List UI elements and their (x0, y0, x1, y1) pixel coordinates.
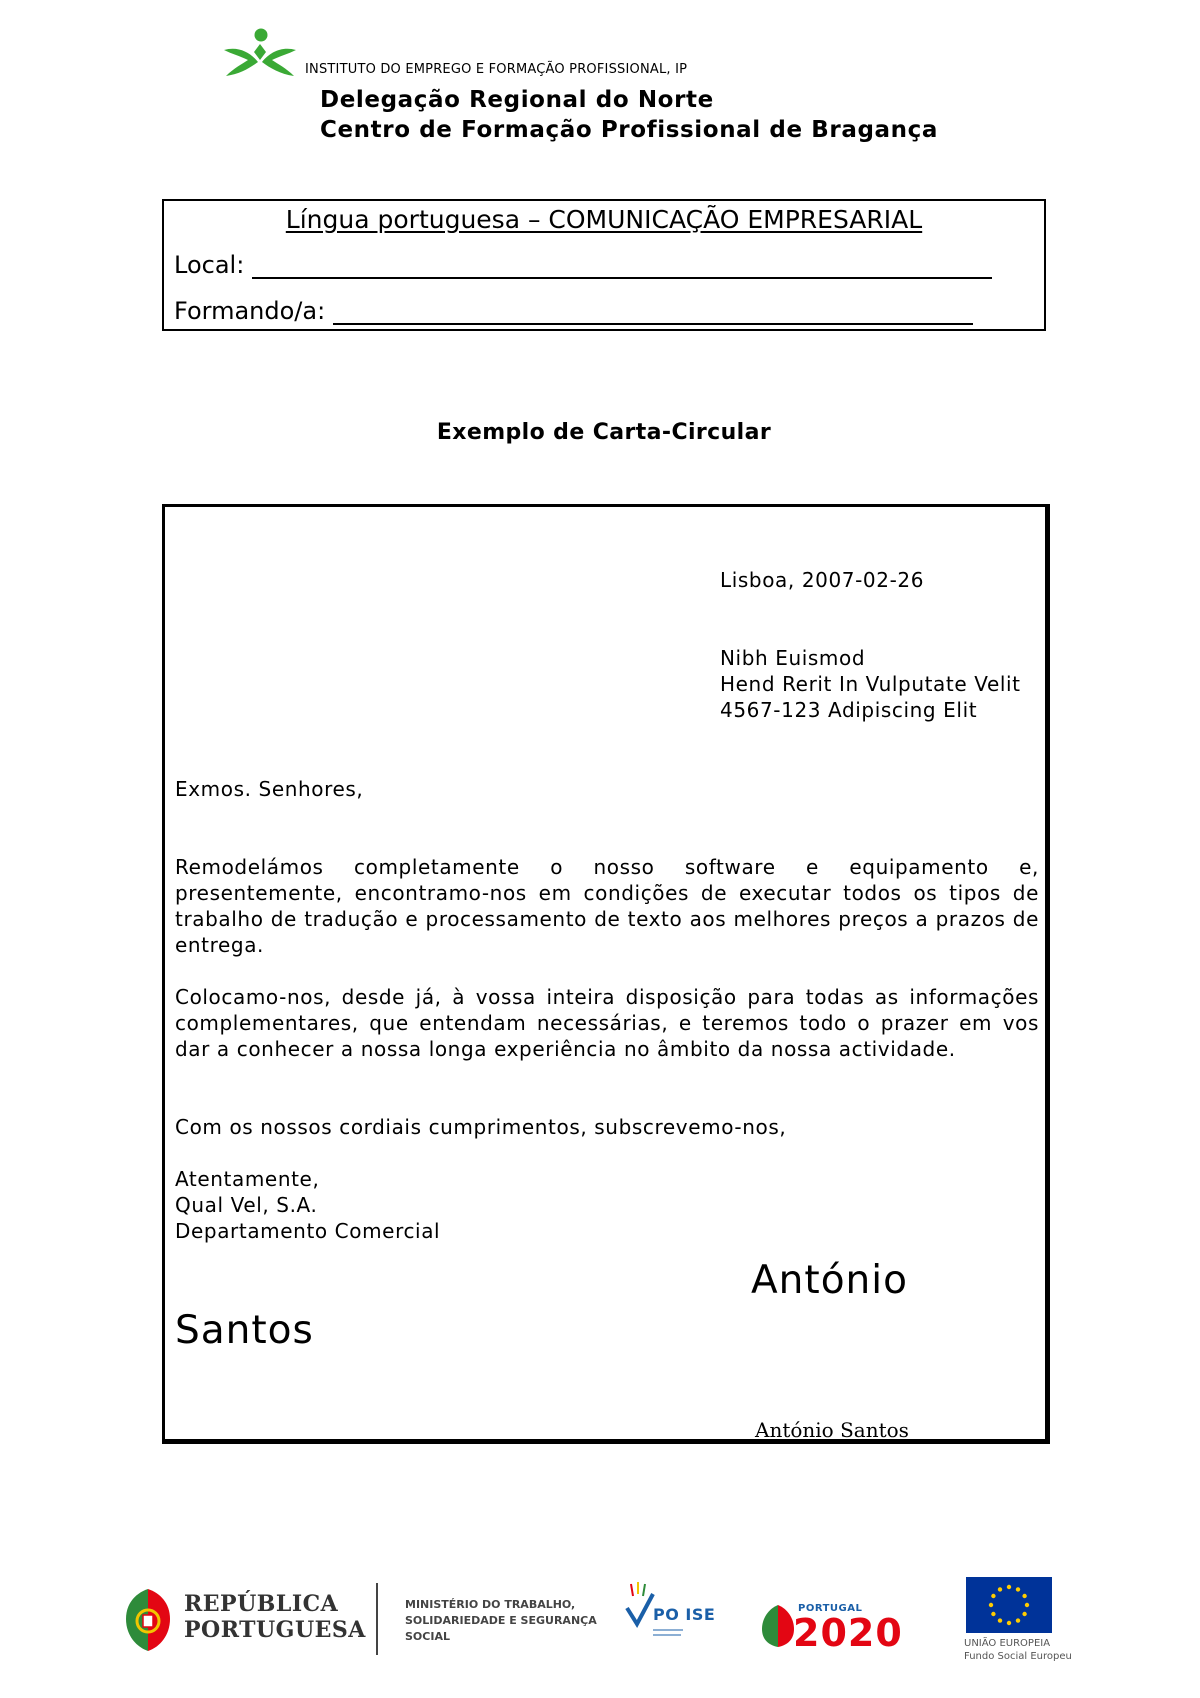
address-line: 4567-123 Adipiscing Elit (720, 698, 978, 722)
signoff-block (175, 1166, 440, 1244)
portugal-2020-mark-icon (758, 1603, 798, 1649)
salutation: Exmos. Senhores, (175, 777, 364, 801)
recipient-address (720, 645, 1021, 723)
eu-fund-label: UNIÃO EUROPEIA Fundo Social Europeu (964, 1638, 1072, 1662)
letter-paragraph: Colocamo-nos, desde já, à vossa inteira disposição para todas as informações complementares, que entendam necessárias, e teremos todo o prazer em vos dar a conhecer a nossa longa experiência no âmbito da nossa actividade. (175, 985, 1039, 1061)
eu-star (998, 1618, 1002, 1622)
local-field (174, 251, 992, 279)
signature-last-name: Santos (175, 1308, 314, 1353)
local-label: Local: (174, 251, 245, 279)
portugal-2020-label: PORTUGAL (798, 1603, 863, 1614)
letter-date: Lisboa, 2007-02-26 (720, 568, 925, 592)
eu-star (1007, 1621, 1011, 1625)
signature-first-name: António (751, 1258, 908, 1303)
eu-star (1016, 1618, 1020, 1622)
trainee-label: Formando/a: (174, 297, 326, 325)
eu-star (1016, 1587, 1020, 1591)
eu-star (989, 1603, 993, 1607)
eu-flag-icon (966, 1577, 1052, 1633)
local-blank-line (252, 257, 992, 279)
header-titles (320, 85, 938, 145)
trainee-blank-line (333, 303, 973, 325)
signoff-line: Qual Vel, S.A. (175, 1193, 318, 1217)
trainee-field (174, 297, 973, 325)
document-heading: Exemplo de Carta-Circular (436, 420, 772, 445)
eu-star (1022, 1612, 1026, 1616)
logo-divider (376, 1583, 378, 1655)
iefp-logo-icon (220, 28, 298, 86)
signoff-line: Atentamente, (175, 1167, 320, 1191)
institute-name: INSTITUTO DO EMPREGO E FORMAÇÃO PROFISSIONAL, IP (305, 62, 688, 77)
poise-logo-label: PO ISE (653, 1605, 716, 1624)
address-line: Nibh Euismod (720, 646, 866, 670)
course-info-box (162, 199, 1046, 331)
eu-star (1025, 1603, 1029, 1607)
portuguese-flag-emblem-icon (120, 1585, 176, 1655)
eu-star (991, 1612, 995, 1616)
training-center-title: Centro de Formação Profissional de Bragança (320, 117, 938, 143)
eu-star (1007, 1585, 1011, 1589)
eu-star (998, 1587, 1002, 1591)
eu-star (1022, 1594, 1026, 1598)
closing-line: Com os nossos cordiais cumprimentos, subscrevemo-nos, (175, 1115, 787, 1139)
portugal-2020-year: 2020 (793, 1611, 903, 1655)
typed-signature: António Santos (755, 1418, 909, 1442)
eu-star (991, 1594, 995, 1598)
letter-paragraph: Remodelámos completamente o nosso software e equipamento e, presentemente, encontramo-nos em condições de executar todos os tipos de trabalho de tradução e processamento de texto aos melhores preços a prazos de entrega. (175, 855, 1039, 957)
signoff-line: Departamento Comercial (175, 1219, 441, 1243)
delegation-title: Delegação Regional do Norte (320, 87, 714, 113)
letter-box (162, 504, 1050, 1444)
address-line: Hend Rerit In Vulputate Velit (720, 672, 1021, 696)
footer-logos (118, 1575, 1088, 1665)
course-title: Língua portuguesa – COMUNICAÇÃO EMPRESARIAL (285, 205, 923, 234)
republica-portuguesa-logo: REPÚBLICA PORTUGUESA (184, 1591, 366, 1643)
ministry-logo: MINISTÉRIO DO TRABALHO, SOLIDARIEDADE E SEGURANÇA SOCIAL (405, 1598, 597, 1643)
